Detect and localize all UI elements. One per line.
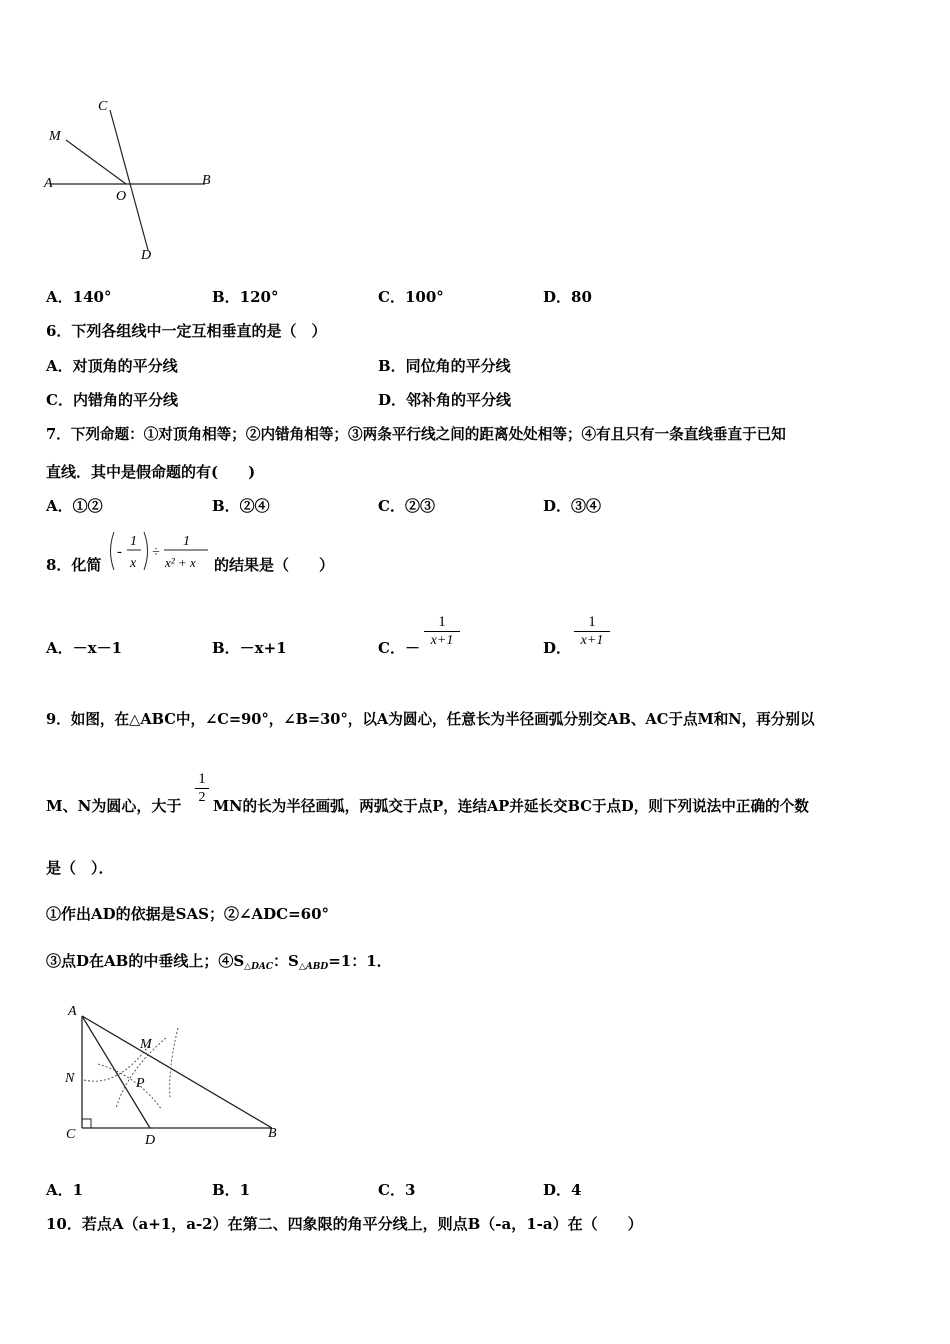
q9-half-den: 2 [198, 790, 206, 805]
figure-triangle-construction [58, 998, 288, 1150]
label-D: D [145, 1133, 156, 1148]
q8-den2: x² + x [165, 555, 196, 570]
q9-stmt2-sub1: △DAC [244, 962, 274, 972]
q5-option-c: C．100° [378, 288, 444, 306]
q8-option-a: A．－x－1 [46, 639, 123, 657]
q9-option-c: C．3 [378, 1181, 416, 1199]
q8-option-c-num: 1 [438, 614, 446, 630]
q8-expression [104, 526, 216, 576]
q8-suffix: 的结果是（ ） [214, 556, 335, 574]
q9-stmt2-sub2: △ABD [298, 962, 329, 972]
q6-option-b: B．同位角的平分线 [378, 357, 511, 375]
q8-prefix: 8．化简 [46, 556, 102, 574]
q8-option-d: D． [543, 639, 572, 657]
q9-stmt2-pre: ③点D在AB的中垂线上；④S [46, 952, 245, 970]
q8-left-paren [111, 532, 115, 570]
q9-half-num: 1 [198, 771, 206, 787]
q9-line2-post: MN的长为半径画弧，两弧交于点P，连结AP并延长交BC于点D，则下列说法中正确的个数 [213, 798, 809, 815]
q6-option-d: D．邻补角的平分线 [378, 391, 512, 409]
ray-OM [66, 140, 126, 184]
q9-line1: 9．如图，在△ABC中，∠C=90°，∠B=30°，以A为圆心，任意长为半径画弧分别交AB、AC于点M和N，再分别以 [46, 711, 815, 728]
q7-option-b: B．②④ [212, 497, 270, 515]
q8-minus: - [117, 544, 122, 560]
q9-option-d: D．4 [543, 1181, 582, 1199]
q9-option-b: B．1 [212, 1181, 251, 1199]
q8-den1: x [130, 556, 137, 571]
q10-stem: 10．若点A（a+1，a-2）在第二、四象限的角平分线上，则点B（-a，1-a）在（ ） [46, 1215, 643, 1233]
q9-stmt2-mid: ：S [273, 952, 299, 970]
q9-statement-1: ①作出AD的依据是SAS；②∠ADC=60° [46, 905, 330, 923]
line-CD [110, 110, 148, 250]
label-B: B [268, 1126, 277, 1141]
label-N: N [65, 1071, 75, 1086]
label-P: P [136, 1076, 145, 1091]
q7-stem-line2: 直线．其中是假命题的有( ) [46, 463, 256, 481]
bisector-AD [82, 1016, 150, 1128]
q8-option-d-num: 1 [588, 614, 596, 630]
right-angle-mark [82, 1119, 91, 1128]
q8-option-c-den: x+1 [430, 633, 454, 648]
q9-line2-pre: M、N为圆心，大于 [46, 797, 182, 815]
arc-large [170, 1028, 178, 1098]
q7-stem-line1: 7．下列命题：①对顶角相等；②内错角相等；③两条平行线之间的距离处处相等；④有且只有一条直线垂直于已知 [46, 426, 786, 443]
q8-option-d-den: x+1 [580, 633, 604, 648]
q6-option-a: A．对顶角的平分线 [46, 357, 178, 375]
q6-option-c: C．内错角的平分线 [46, 391, 178, 409]
label-A: A [44, 176, 53, 191]
figure-intersecting-lines [40, 92, 230, 272]
q7-option-a: A．①② [46, 497, 103, 515]
q7-option-d: D．③④ [543, 497, 602, 515]
q5-option-b: B．120° [212, 288, 279, 306]
q7-option-c: C．②③ [378, 497, 435, 515]
q6-stem: 6．下列各组线中一定互相垂直的是（ ） [46, 322, 327, 340]
q9-option-a: A．1 [46, 1181, 84, 1199]
q8-num2: 1 [183, 534, 190, 549]
label-C: C [66, 1127, 76, 1142]
q8-option-c-fraction [424, 613, 460, 650]
q5-option-a: A．140° [46, 288, 112, 306]
q8-option-c: C．－ [378, 639, 420, 657]
label-B: B [202, 173, 211, 188]
q8-right-paren [144, 532, 148, 570]
label-D: D [141, 248, 152, 263]
q5-option-d: D．80 [543, 288, 592, 306]
arc-from-N [98, 1064, 162, 1110]
label-O: O [116, 189, 127, 204]
q8-num1: 1 [130, 534, 137, 549]
label-M: M [49, 129, 61, 144]
q8-option-d-fraction [574, 613, 610, 650]
label-A: A [68, 1004, 77, 1019]
label-C: C [98, 99, 108, 114]
q8-option-b: B．－x+1 [212, 639, 287, 657]
label-M: M [140, 1037, 152, 1052]
q9-statement-2 [46, 950, 392, 972]
q8-div: ÷ [152, 545, 160, 560]
q9-half-fraction [195, 770, 209, 807]
q9-stmt2-post: =1：1． [328, 952, 392, 970]
q9-line3: 是（ ）． [46, 859, 114, 877]
